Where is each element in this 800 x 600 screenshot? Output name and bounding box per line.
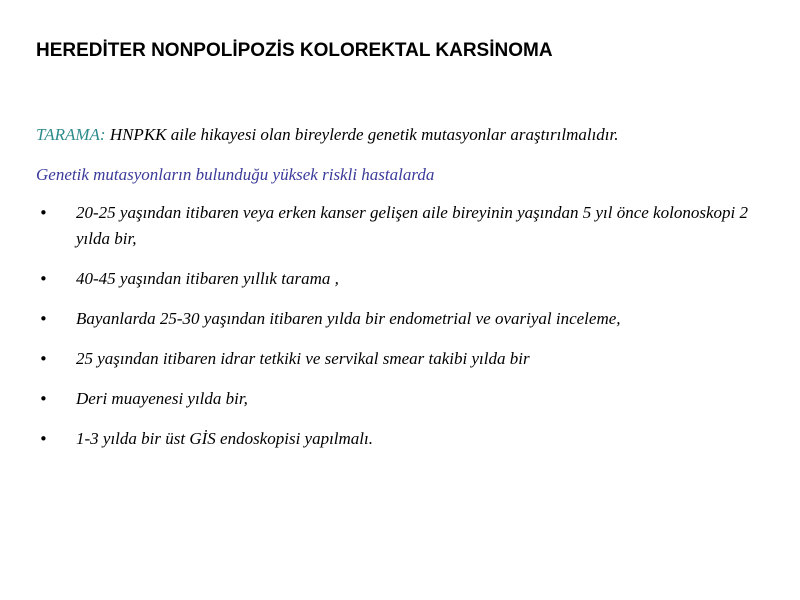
- bullet-dot-icon: •: [39, 310, 48, 328]
- bullet-dot-icon: •: [39, 204, 48, 222]
- bullet-dot-icon: •: [39, 350, 48, 368]
- list-item: [36, 266, 756, 292]
- bullet-text: 20-25 yaşından itibaren veya erken kanser gelişen aile bireyinin yaşından 5 yıl önce kolonoskopi 2 yılda bir,: [76, 203, 748, 248]
- list-item: [36, 426, 756, 452]
- bullet-text: 40-45 yaşından itibaren yıllık tarama ,: [76, 269, 339, 288]
- screening-text: HNPKK aile hikayesi olan bireylerde genetik mutasyonlar araştırılmalıdır.: [105, 125, 619, 144]
- bullet-dot-icon: •: [39, 390, 48, 408]
- list-item: [36, 306, 756, 332]
- screening-paragraph: [36, 122, 756, 148]
- slide-title: HEREDİTER NONPOLİPOZİS KOLOREKTAL KARSİNOMA: [36, 40, 553, 61]
- bullet-dot-icon: •: [39, 270, 48, 288]
- list-item: [36, 386, 756, 412]
- slide-body: [36, 122, 756, 466]
- list-item: [36, 346, 756, 372]
- screening-label: TARAMA:: [36, 125, 106, 144]
- bullet-list: [36, 200, 756, 452]
- bullet-text: Bayanlarda 25-30 yaşından itibaren yılda bir endometrial ve ovariyal inceleme,: [76, 309, 621, 328]
- bullet-text: 1-3 yılda bir üst GİS endoskopisi yapılmalı.: [76, 429, 374, 448]
- bullet-text: Deri muayenesi yılda bir,: [76, 389, 248, 408]
- high-risk-subtitle: Genetik mutasyonların bulunduğu yüksek riskli hastalarda: [36, 165, 435, 184]
- bullet-text: 25 yaşından itibaren idrar tetkiki ve servikal smear takibi yılda bir: [76, 349, 530, 368]
- list-item: [36, 200, 756, 252]
- bullet-dot-icon: •: [39, 430, 48, 448]
